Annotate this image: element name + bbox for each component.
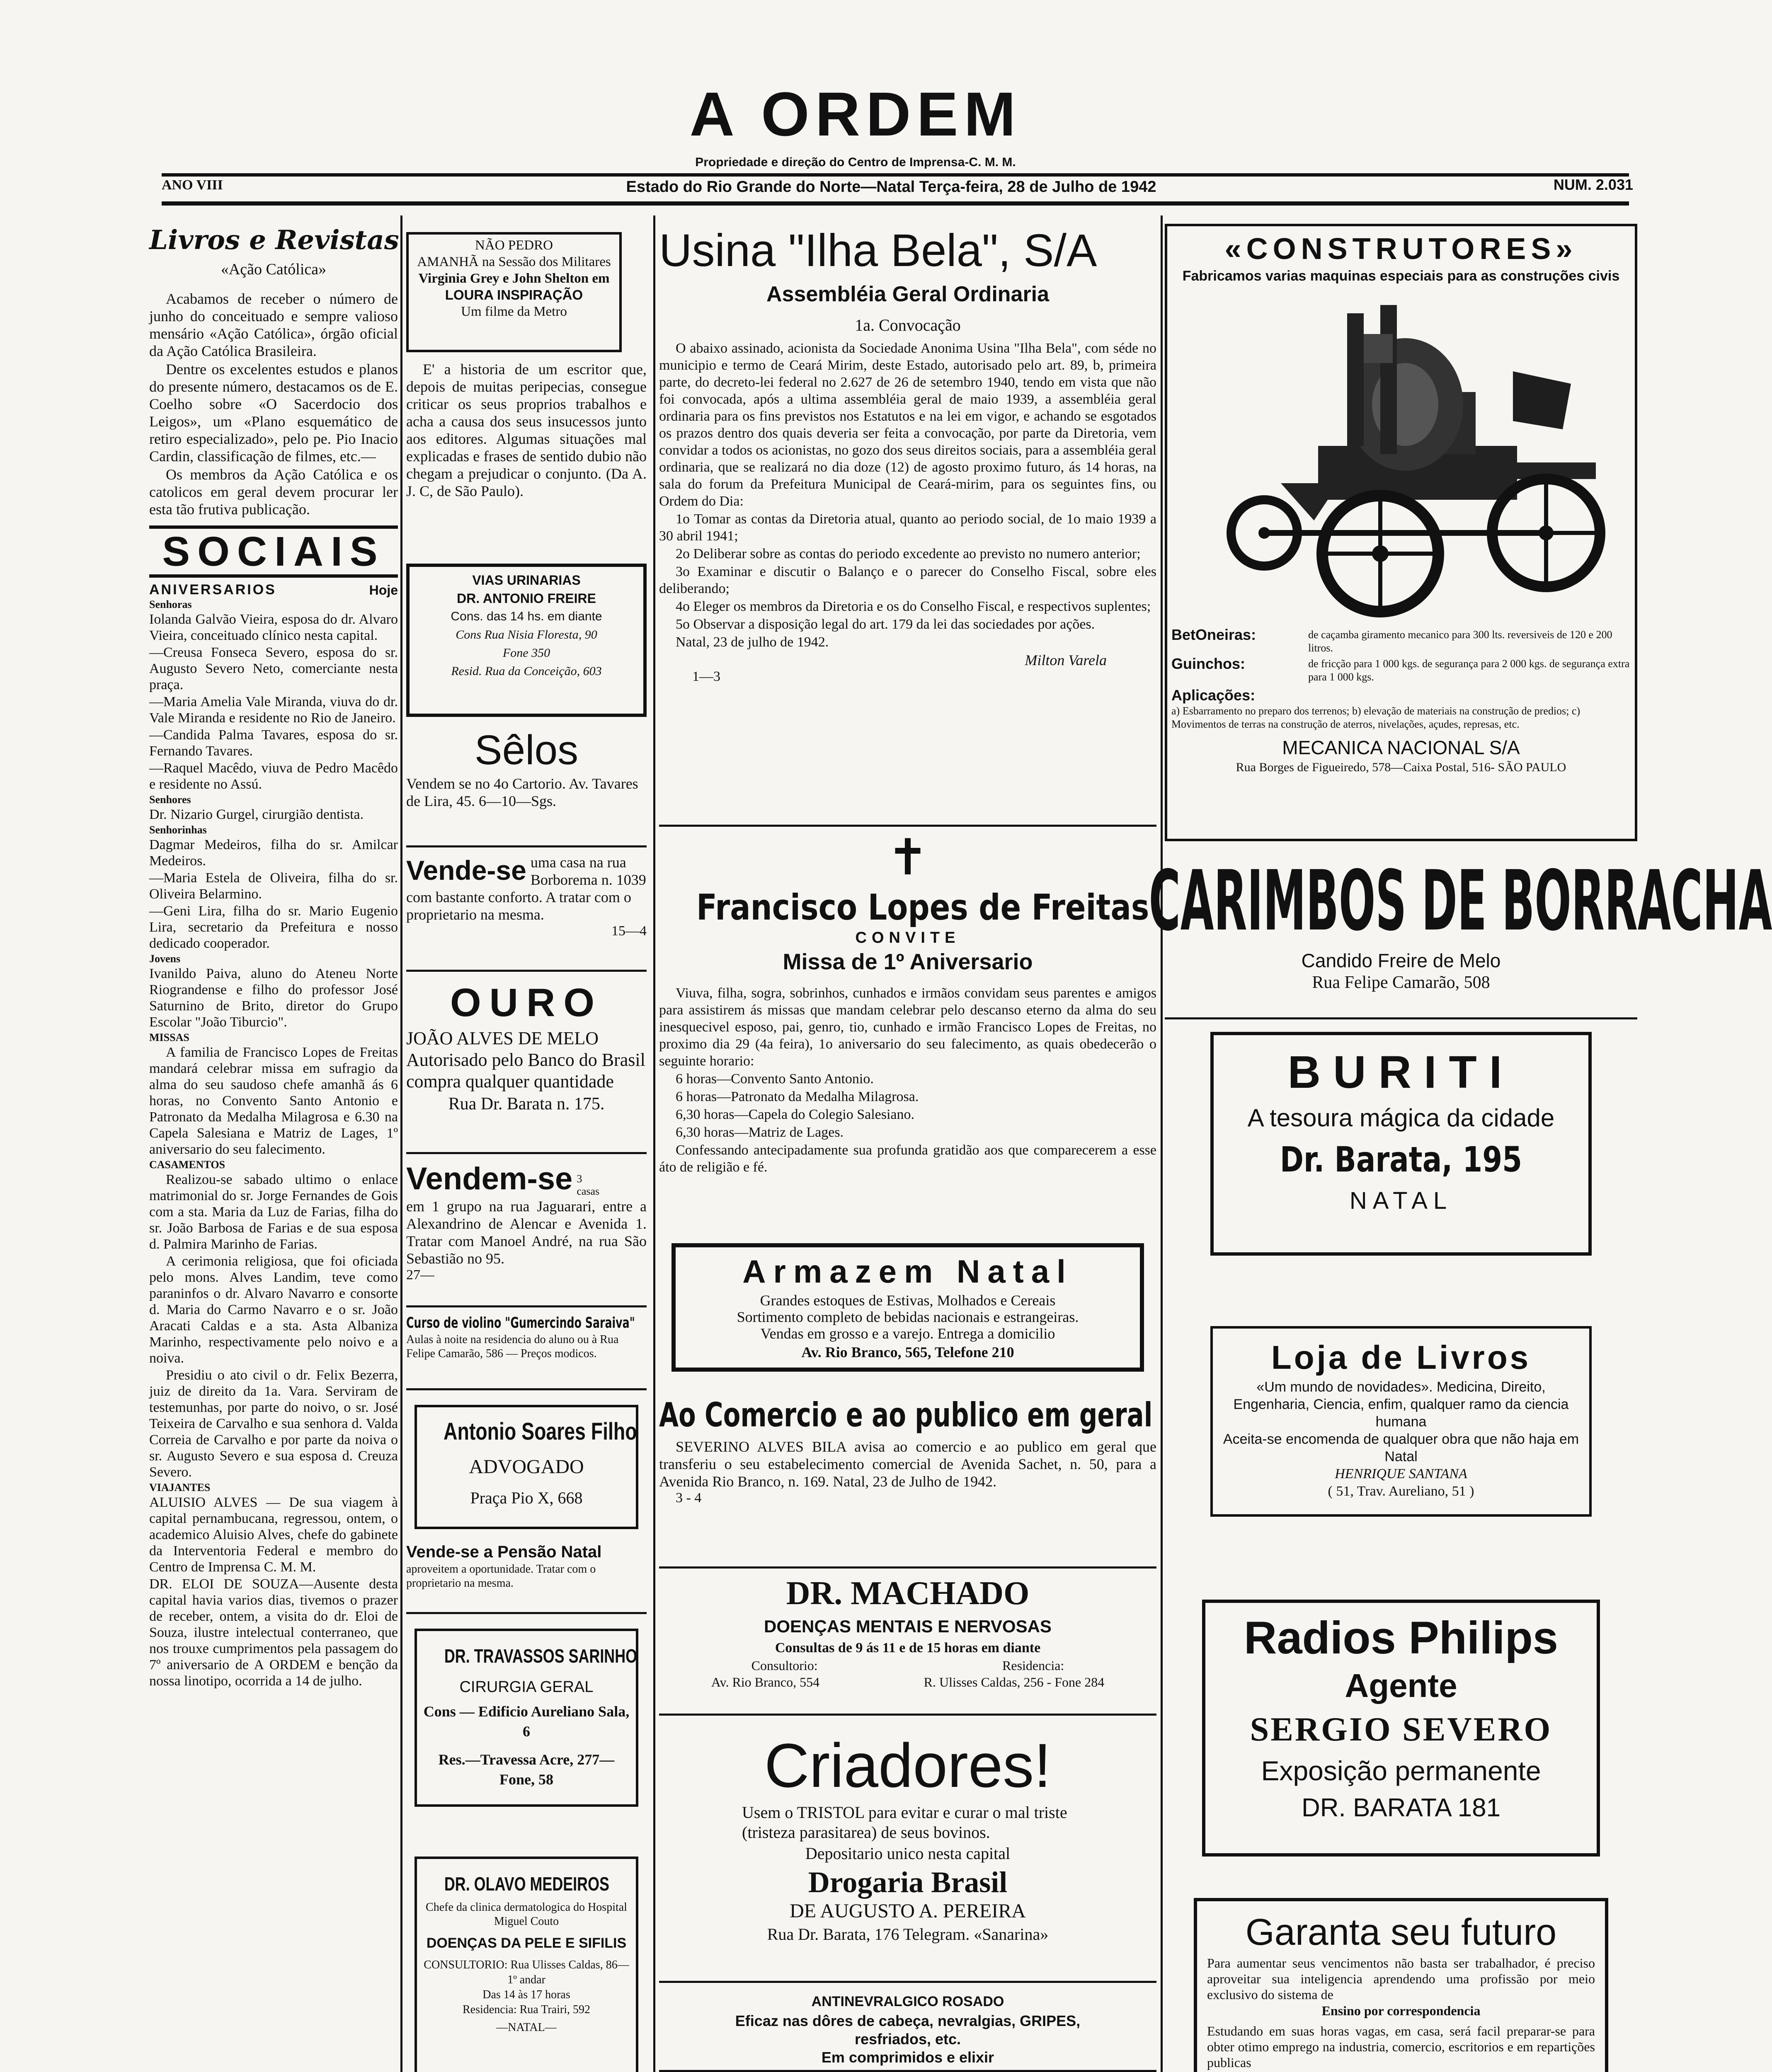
stamps-text: Vendem se no 4o Cartorio. Av. Tavares de Lira, 45. 6—10—Sgs.	[406, 775, 638, 809]
cinema-line: AMANHÃ na Sessão dos Militares	[417, 254, 611, 269]
usina-item: 3o Examinar e discutir o Balanço e o parecer do Conselho Fiscal, sobre eles deliberando;	[659, 564, 1156, 596]
social-note: —Maria Estela de Oliveira, filha do sr. Oliveira Belarmino.	[149, 870, 398, 902]
memorial-subtitle: Missa de 1º Aniversario	[783, 949, 1033, 974]
urology-line: Cons. das 14 hs. em diante	[451, 610, 602, 623]
surgeon-specialty: CIRURGIA GERAL	[459, 1678, 594, 1696]
builders-subtitle: Fabricamos varias maquinas especiais para as construções civis	[1182, 268, 1620, 284]
school-text: Para aumentar seus vencimentos não basta ser trabalhador, é preciso aproveitar sua inteligencia aprendendo uma profissão por meio exclusivo do sistema de	[1207, 1956, 1595, 2002]
usina-signature: Milton Varela	[1025, 652, 1107, 668]
urology-line: Cons Rua Nisia Floresta, 90	[456, 628, 597, 641]
cinema-line: Virginia Grey e John Shelton em	[418, 271, 610, 286]
barber-city: NATAL	[1349, 1187, 1453, 1214]
cattle-text: Usem o TRISTOL para evitar e curar o mal triste (tristeza parasitarea) de seus bovinos.	[742, 1803, 1067, 1842]
pharmacy-name: Drogaria Brasil	[808, 1866, 1008, 1899]
social-note: Iolanda Galvão Vieira, esposa do dr. Alvaro Vieira, conceituado clínico nesta capital.	[149, 612, 398, 643]
applications-label: Aplicações:	[1171, 687, 1256, 704]
house-sale-text: uma casa na rua Borborema n. 1039 com bastante conforto. A tratar com o proprietario na mesma.	[406, 854, 646, 923]
dermatologist-office: CONSULTORIO: Rua Ulisses Caldas, 86—1º andar	[424, 1958, 629, 1986]
radio-ad	[1202, 1600, 1600, 1857]
stamps-ad	[406, 725, 647, 829]
dermatologist-city: —NATAL—	[496, 2021, 557, 2034]
gold-address: Rua Dr. Barata n. 175.	[448, 1094, 605, 1113]
violin-title: Curso de violino "Gumercindo Saraiva"	[406, 1314, 635, 1331]
section-label: Jovens	[149, 953, 181, 965]
usina-date: Natal, 23 de julho de 1942.	[676, 634, 829, 650]
books-column	[149, 224, 398, 2072]
warehouse-line: Grandes estoques de Estivas, Molhados e Cereais	[760, 1292, 1056, 1309]
applications-text: a) Esbarramento no preparo dos terrenos; b) elevação de materiais na construção de predios; c) Movimentos de terras na construção de aterros, nivelações, açudes, represas, etc.	[1171, 705, 1580, 730]
newspaper-subtitle: Propriedade e direção do Centro de Imprensa-C. M. M.	[695, 155, 1016, 169]
psychiatrist-ad	[659, 1566, 1156, 1716]
warehouse-line: Vendas em grosso e a varejo. Entrega a domicilio	[760, 1325, 1055, 1342]
books-paragraph: Dentre os excelentes estudos e planos do presente número, destacamos os de E. Coelho sobre «O Sacerdocio dos Leigos», um «Plano esquemático de retiro especializado», pelo pe. Pio Inacio Cardin, classificação de filmes, etc.—	[149, 361, 398, 465]
books-subtitle: «Ação Católica»	[221, 261, 327, 278]
birthdays-heading: ANIVERSARIOS	[149, 582, 276, 598]
section-label: Senhores	[149, 794, 191, 806]
school-method: Ensino por correspondencia	[1321, 2003, 1481, 2018]
edition-dateline: Estado do Rio Grande do Norte—Natal Terça-feira, 28 de Julho de 1942	[626, 178, 1156, 196]
usina-title: Usina "Ilha Bela", S/A	[659, 225, 1097, 276]
bookstore-text: «Um mundo de novidades». Medicina, Direito, Engenharia, Ciencia, enfim, qualquer ramo da ciencia humana	[1233, 1379, 1569, 1430]
commerce-title: Ao Comercio e ao publico em geral	[659, 1396, 1153, 1434]
edition-year: ANO VIII	[162, 177, 223, 193]
usina-item: 1o Tomar as contas da Diretoria atual, quanto ao periodo social, de 1o maio 1939 a 30 abril 1941;	[659, 511, 1156, 544]
barber-slogan: A tesoura mágica da cidade	[1247, 1104, 1555, 1132]
cattle-title: Criadores!	[764, 1731, 1051, 1800]
pharmacy-address: Rua Dr. Barata, 176 Telegram. «Sanarina»	[767, 1925, 1049, 1944]
warehouse-title: Armazem Natal	[742, 1253, 1073, 1290]
pension-text: aproveitem a oportunidade. Tratar com o proprietario na mesma.	[406, 1563, 596, 1590]
cattle-ad	[659, 1728, 1156, 1968]
social-note: ALUISIO ALVES — De sua viagem à capital pernambucana, regressou, ontem, o academico Aluisio Alves, chefe do gabinete da Interventoria Federal e membro do Centro de Imprensa C. M. M.	[149, 1495, 398, 1575]
dermatologist-hours: Das 14 às 17 horas	[482, 1988, 570, 2001]
books-paragraph: Os membros da Ação Católica e os catolicos em geral devem procurar ler esta tão frutiva publicação.	[149, 466, 398, 518]
today-label: Hoje	[369, 583, 398, 598]
stamps-title: Sêlos	[474, 727, 579, 773]
barber-address: Dr. Barata, 195	[1280, 1139, 1522, 1180]
lawyer-name: Antonio Soares Filho	[444, 1418, 637, 1445]
memorial-schedule: 6 horas—Convento Santo Antonio.	[676, 1071, 874, 1087]
company-name: MECANICA NACIONAL S/A	[1282, 737, 1520, 758]
school-ad	[1194, 1898, 1608, 2072]
violin-text: Aulas à noite na residencia do aluno ou à Rua Felipe Camarão, 586 — Preços modicos.	[406, 1333, 619, 1360]
dermatologist-ad	[415, 1857, 638, 2072]
section-label: Senhoras	[149, 598, 192, 610]
memorial-schedule: 6,30 horas—Matriz de Lages.	[676, 1125, 844, 1140]
psychiatrist-specialty: DOENÇAS MENTAIS E NERVOSAS	[764, 1617, 1052, 1636]
analgesic-ad	[659, 1981, 1156, 2072]
urology-line: Fone 350	[502, 646, 550, 660]
psychiatrist-name: DR. MACHADO	[786, 1575, 1030, 1612]
memorial-invite: CONVITE	[855, 929, 960, 946]
social-note: DR. ELOI DE SOUZA—Ausente desta capital havia varios dias, tivemos o prazer de receber, ontem, a visita do dr. Eloi de Souza, ilustre intelectual conterraneo, que nos trouxe cumprimentos pela passagem do 7º aniversario de A ORDEM e benção da nossa linotipo, ocorrida a 14 de julho.	[149, 1576, 398, 1689]
usina-paragraph: O abaixo assinado, acionista da Sociedade Anonima Usina "Ilha Bela", com séde no municipio e termo de Ceará Mirim, deste Estado, autorisado pelo art. 89, b, primeira parte, do decreto-lei federal no 2.627 de 26 de setembro 1940, tendo em vista que não foi convocada, após a ultima assembléia geral de maio 1939, a assembléia geral ordinaria para os fins previstos nos Estatutos e na lei em vigor, e achando se esgotados os prazos dentro dos quais deveria ser feita a convocação, por parte da Diretoria, vem convidar a todos os acionistas, no gozo dos seus direitos sociais, para a assembléia geral ordinaria, que se realizará no dia doze (12) de agosto proximo futuro, ás 14 horas, na sala do forum da Prefeitura Municipal de Ceará-mirim, para os seguintes fins, ou Ordem do Dia:	[659, 341, 1156, 509]
radio-title: Radios Philips	[1244, 1612, 1558, 1663]
company-address: Rua Borges de Figueiredo, 578—Caixa Postal, 516- SÃO PAULO	[1236, 760, 1566, 774]
lawyer-title: ADVOGADO	[469, 1456, 584, 1478]
gold-ad	[406, 978, 647, 1144]
houses-sale-ad	[406, 1160, 647, 1301]
cinema-line: NÃO PEDRO	[475, 238, 553, 253]
social-note: Ivanildo Paiva, aluno do Ateneu Norte Riograndense e filho do professor José Saturnino de Brito, diretor do Grupo Escolar "João Tiburcio".	[149, 966, 398, 1030]
cinema-review: E' a historia de um escritor que, depois de muitas peripecias, consegue criticar os seus proprios trabalhos e acha a causa dos seus insucessos junto aos editores. Algumas situações mal explicadas e frases de sentido dubio não chegam a prejudicar o conjunto. (Da A. J. C, de São Paulo).	[406, 361, 647, 499]
house-sale-title: Vende-se	[406, 855, 526, 886]
barber-ad	[1210, 1032, 1592, 1256]
houses-sale-ref: 27—	[406, 1267, 434, 1283]
memorial-schedule: 6 horas—Patronato da Medalha Milagrosa.	[676, 1089, 919, 1104]
builders-ad	[1165, 224, 1637, 841]
pharmacy-owner: DE AUGUSTO A. PEREIRA	[790, 1900, 1026, 1922]
cinema-line: LOURA INSPIRAÇÃO	[445, 287, 583, 303]
warehouse-ad	[671, 1243, 1144, 1372]
urology-title: VIAS URINARIAS	[472, 573, 581, 588]
analgesic-text: Eficaz nas dôres de cabeça, nevralgias, GRIPES, resfriados, etc.	[735, 2012, 1081, 2048]
lawyer-ad	[415, 1405, 638, 1529]
psychiatrist-office: Av. Rio Branco, 554	[711, 1675, 820, 1690]
violin-ad	[406, 1314, 647, 1384]
builders-title: «CONSTRUTORES»	[1224, 232, 1578, 266]
memorial-schedule: 6,30 horas—Capela do Colegio Salesiano.	[676, 1107, 915, 1122]
section-label: Senhorinhas	[149, 824, 207, 836]
bookstore-ad	[1210, 1326, 1592, 1517]
winches-text: de fricção para 1 000 kgs. de segurança para 2 000 kgs. de segurança extra para 1 000 kgs.	[1308, 658, 1630, 683]
mixers-text: de caçamba giramento mecanico para 300 lts. reversiveis de 120 e 200 litros.	[1308, 629, 1612, 654]
cinema-box	[406, 232, 622, 352]
edition-number: NUM. 2.031	[1553, 176, 1633, 193]
commerce-ref: 3 - 4	[676, 1490, 702, 1506]
lawyer-address: Praça Pio X, 668	[470, 1489, 583, 1507]
pension-sale-ad	[406, 1542, 647, 1612]
usina-item: 4o Eleger os membros da Diretoria e os do Conselho Fiscal, e respectivos suplentes;	[676, 599, 1151, 614]
houses-sale-title: Vendem-se	[406, 1161, 573, 1196]
section-label: MISSAS	[149, 1031, 189, 1043]
social-note: —Maria Amelia Vale Miranda, viuva do dr. Vale Miranda e residente no Rio de Janeiro.	[149, 694, 398, 726]
usina-notice	[659, 224, 1156, 821]
analgesic-forms: Em comprimidos e elixir	[821, 2049, 994, 2066]
mixers-label: BetOneiras:	[1171, 626, 1256, 643]
warehouse-address: Av. Rio Branco, 565, Telefone 210	[801, 1344, 1014, 1360]
house-sale-ad	[406, 854, 647, 978]
social-note: Dr. Nizario Gurgel, cirurgião dentista.	[149, 807, 364, 822]
winches-label: Guinchos:	[1171, 655, 1245, 672]
bookstore-text2: Aceita-se encomenda de qualquer obra que não haja em Natal	[1223, 1431, 1579, 1464]
cross-icon: ✝	[887, 830, 929, 885]
memorial-closing: Confessando antecipadamente sua profunda gratidão aos que comparecerem a esse áto de religião e fé.	[659, 1143, 1156, 1175]
cinema-line: Um filme da Metro	[461, 304, 567, 319]
newspaper-title: A ORDEM	[689, 79, 1022, 149]
rubber-stamps-address: Rua Felipe Camarão, 508	[1312, 973, 1490, 992]
urology-line: Resid. Rua da Conceição, 603	[451, 664, 602, 678]
urology-ad	[406, 564, 647, 717]
surgeon-residence: Res.—Travessa Acre, 277—Fone, 58	[438, 1751, 615, 1788]
bookstore-owner: HENRIQUE SANTANA	[1335, 1466, 1467, 1481]
analgesic-title: ANTINEVRALGICO ROSADO	[811, 1994, 1004, 2009]
surgeon-office: Cons — Edificio Aureliano Sala, 6	[423, 1703, 630, 1740]
social-title: SOCIAIS	[162, 528, 385, 575]
concrete-mixer-image	[1173, 288, 1629, 624]
houses-sale-text: em 1 grupo na rua Jaguarari, entre a Alexandrino de Alencar e Avenida 1. Tratar com Manoel André, na rua São Sebastião no 95.	[406, 1198, 647, 1267]
social-note: A cerimonia religiosa, que foi oficiada pelo mons. Alves Landim, teve como paraninfos o dr. Alvaro Navarro e consorte d. Maria do Carmo Navarro e o sr. João Aracati Caldas e a sta. Asta Albaniza Marinho, respectivamente pelo noivo e a noiva.	[149, 1254, 398, 1366]
memorial-name: Francisco Lopes de Freitas	[696, 887, 1149, 928]
memorial-text: Viuva, filha, sogra, sobrinhos, cunhados e irmãos convidam seus parentes e amigos para assistirem ás missas que mandam celebrar pelo descanso eterno da alma do seu inesquecivel esposo, pai, genro, tio, cunhado e irmão Francisco Lopes de Freitas, no proximo dia 29 (4a feira), 1o aniversario do seu falecimento, as quais obedecerão o seguinte horario:	[659, 985, 1156, 1069]
rubber-stamps-title: CARIMBOS DE BORRACHA	[1149, 853, 1772, 949]
school-text2: Estudando em suas horas vagas, em casa, será facil preparar-se para obter otimo emprego na industria, comercio, escritorios e em repartições publicas	[1207, 2024, 1595, 2070]
houses-sale-count: 3 casas	[577, 1173, 600, 1197]
section-label: CASAMENTOS	[149, 1159, 225, 1171]
memorial-mass	[659, 829, 1156, 1239]
social-note: A familia de Francisco Lopes de Freitas mandará celebrar missa em sufragio da alma do seu saudoso chefe amanhã ás 6 horas, no Convento Santo Antonio e Patronato da Medalha Milagrosa e 6.30 na Capela Salesiana e Matriz de Lages, 1º aniversario do seu falecimento.	[149, 1045, 398, 1157]
rubber-stamps-owner: Candido Freire de Melo	[1301, 950, 1501, 971]
psychiatrist-office-label: Consultorio:	[751, 1658, 818, 1673]
dermatologist-residence: Residencia: Rua Trairi, 592	[463, 2003, 590, 2016]
books-title: Livros e Revistas	[149, 225, 399, 256]
psychiatrist-hours: Consultas de 9 ás 11 e de 15 horas em diante	[775, 1640, 1041, 1656]
dermatologist-role: Chefe da clinica dermatologica do Hospital Miguel Couto	[426, 1901, 627, 1928]
usina-ref: 1—3	[692, 669, 720, 684]
social-note: —Candida Palma Tavares, esposa do sr. Fernando Tavares.	[149, 727, 398, 759]
radio-agent: Agente	[1345, 1667, 1457, 1704]
radio-exhibition: Exposição permanente	[1261, 1755, 1541, 1786]
cattle-depot: Depositario unico nesta capital	[805, 1844, 1011, 1863]
social-note: Presidiu o ato civil o dr. Felix Bezerra, juiz de direito da 1a. Vara. Serviram de testemunhas, por parte do noivo, o sr. José Teixeira de Carvalho e sua senhora d. Valda Correia de Carvalho e por parte da noiva o sr. Augusto Severo e sua esposa d. Creuza Severo.	[149, 1368, 398, 1480]
commerce-text: SEVERINO ALVES BILA avisa ao comercio e ao publico em geral que transferiu o seu estabelecimento comercial de Avenida Sachet, n. 50, para a Avenida Rio Branco, n. 169. Natal, 23 de Julho de 1942.	[659, 1438, 1156, 1490]
usina-item: 2o Deliberar sobre as contas do periodo excedente ao previsto no numero anterior;	[676, 546, 1141, 562]
radio-agent-name: SERGIO SEVERO	[1250, 1710, 1552, 1748]
psychiatrist-residence: R. Ulisses Caldas, 256 - Fone 284	[924, 1675, 1105, 1690]
bookstore-title: Loja de Livros	[1271, 1339, 1531, 1376]
social-note: —Creusa Fonseca Severo, esposa do sr. Augusto Severo Neto, comerciante nesta praça.	[149, 645, 398, 692]
gold-text: JOÃO ALVES DE MELO Autorisado pelo Banco do Brasil compra qualquer quantidade	[406, 1028, 645, 1092]
urology-doctor: DR. ANTONIO FREIRE	[456, 591, 596, 606]
usina-item: 5o Observar a disposição legal do art. 179 da lei das sociedades por ações.	[676, 617, 1095, 632]
dermatologist-name: DR. OLAVO MEDEIROS	[444, 1873, 609, 1895]
books-paragraph: Acabamos de receber o número de junho do conceituado e sempre valioso mensário «Ação Católica», órgão oficial da Ação Católica Brasileira.	[149, 290, 398, 359]
social-note: —Geni Lira, filha do sr. Mario Eugenio Lira, secretario da Prefeitura e nosso dedicado cooperador.	[149, 903, 398, 951]
gold-title: OURO	[450, 980, 603, 1025]
social-note: —Raquel Macêdo, viuva de Pedro Macêdo e residente no Assú.	[149, 760, 398, 792]
commerce-notice	[659, 1392, 1156, 1558]
school-title: Garanta seu futuro	[1245, 1912, 1557, 1953]
section-label: VIAJANTES	[149, 1481, 211, 1493]
social-note: Realizou-se sabado ultimo o enlace matrimonial do sr. Jorge Fernandes de Gois com a sta. Maria da Luz de Farias, filha do sr. João Barbosa de Farias e de sua esposa d. Palmira Marinho de Farias.	[149, 1172, 398, 1252]
dermatologist-specialty: DOENÇAS DA PELE E SIFILIS	[426, 1935, 627, 1951]
stamps-rubber-ad	[1149, 853, 1772, 1019]
barber-title: BURITI	[1287, 1047, 1515, 1098]
bookstore-address: ( 51, Trav. Aureliano, 51 )	[1328, 1484, 1474, 1499]
warehouse-line: Sortimento completo de bebidas nacionais e estrangeiras.	[737, 1309, 1079, 1325]
usina-convocation: 1a. Convocação	[855, 316, 961, 334]
surgeon-name: DR. TRAVASSOS SARINHO	[444, 1645, 638, 1667]
pension-title: Vende-se a Pensão Natal	[406, 1543, 602, 1561]
surgeon-ad	[415, 1629, 638, 1807]
radio-address: DR. BARATA 181	[1301, 1794, 1501, 1822]
usina-subtitle: Assembléia Geral Ordinaria	[766, 282, 1050, 306]
house-sale-ref: 15—4	[611, 923, 647, 939]
social-note: Dagmar Medeiros, filha do sr. Amilcar Medeiros.	[149, 837, 398, 869]
psychiatrist-residence-label: Residencia:	[1002, 1658, 1064, 1673]
